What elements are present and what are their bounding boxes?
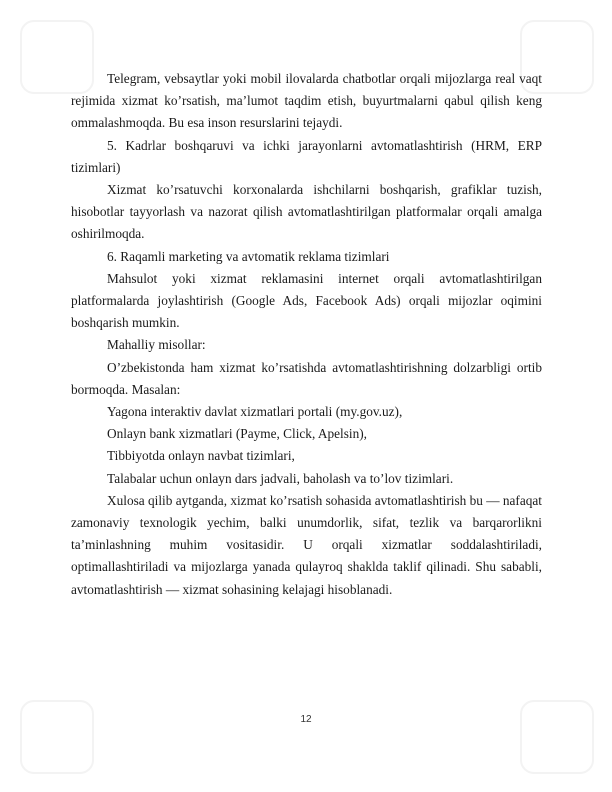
document-body [71,68,542,601]
list-item: Yagona interaktiv davlat xizmatlari portali (my.gov.uz), [107,404,403,420]
watermark-shape [20,700,94,774]
paragraph-uzbekistan: O’zbekistonda ham xizmat ko’rsatishda avtomatlashtirishning dolzarbligi ortib bormoqda. Masalan: [71,359,542,397]
list-item: Tibbiyotda onlayn navbat tizimlari, [107,448,295,464]
list-item: Onlayn bank xizmatlari (Payme, Click, Apelsin), [107,426,367,442]
heading-hrm-erp: 5. Kadrlar boshqaruvi va ichki jarayonlarni avtomatlashtirish (HRM, ERP tizimlari) [71,137,542,175]
heading-digital-marketing: 6. Raqamli marketing va avtomatik reklama tizimlari [107,248,390,264]
paragraph-digital-marketing: Mahsulot yoki xizmat reklamasini internet orqali avtomatlashtirilgan platformalarda joylashtirish (Google Ads, Facebook Ads) orqali mijozlar oqimini boshqarish mumkin. [71,270,542,331]
paragraph-hrm-erp: Xizmat ko’rsatuvchi korxonalarda ishchilarni boshqarish, grafiklar tuzish, hisobotlar tayyorlash va nazorat qilish avtomatlashtirilgan platformalar orqali amalga oshirilmoqda. [71,182,542,242]
heading-local-examples: Mahalliy misollar: [107,337,206,353]
paragraph-chatbots: Telegram, vebsaytlar yoki mobil ilovalarda chatbotlar orqali mijozlarga real vaqt rejimida xizmat ko’rsatish, ma’lumot taqdim etish, buyurtmalarni qabul qilish keng ommalashmoqda. Bu esa inson resurslarini tejaydi. [71,71,542,131]
watermark-shape [520,700,594,774]
paragraph-conclusion: Xulosa qilib aytganda, xizmat ko’rsatish sohasida avtomatlashtirish bu — nafaqat zamonaviy texnologik yechim, balki unumdorlik, sifat, tezlik va barqarorlikni ta’minlashning muhim vositasidir. U orqali xizmatlar soddalashtiriladi, optimallashtiriladi va mijozlarga yanada qulayroq shaklda taklif qilinadi. Shu sababli, avtomatlashtirish — xizmat sohasining kelajagi hisoblanadi. [71,492,543,597]
page-number: 12 [300,714,312,725]
list-item: Talabalar uchun onlayn dars jadvali, baholash va to’lov tizimlari. [107,470,454,486]
